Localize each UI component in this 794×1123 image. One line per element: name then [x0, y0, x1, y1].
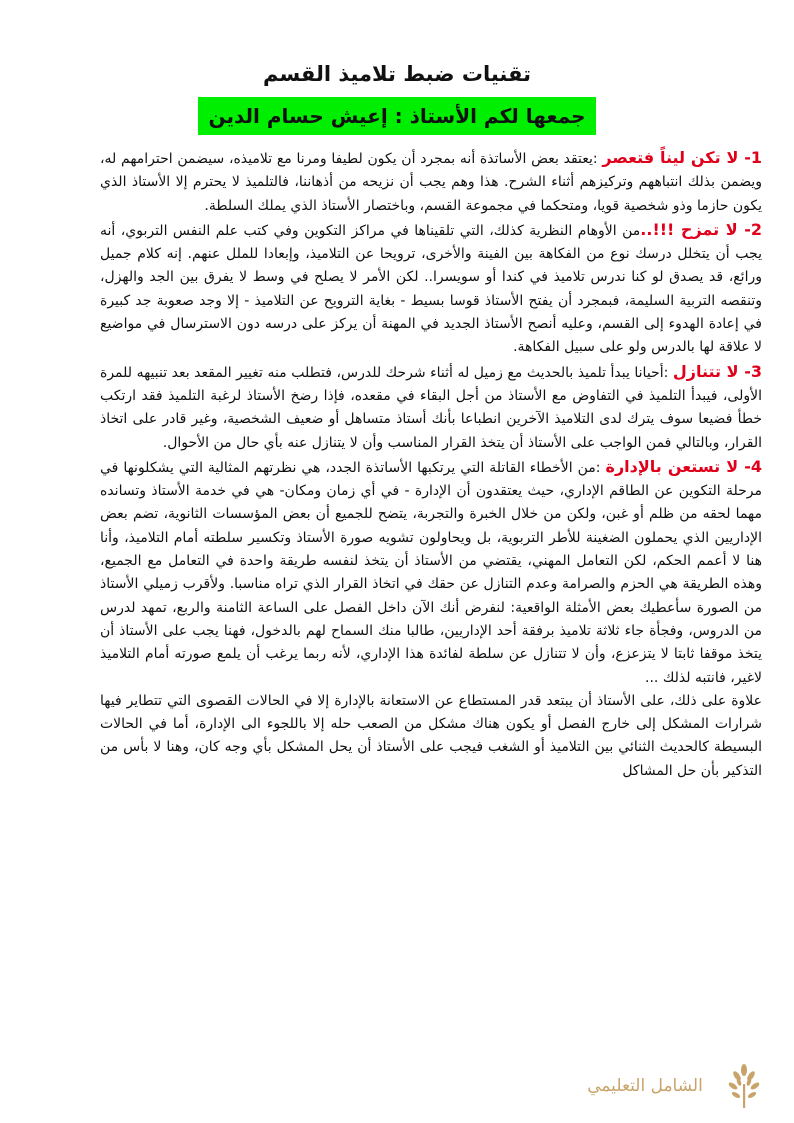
section-2: [100, 218, 762, 360]
section-4-continued-text: علاوة على ذلك، على الأستاذ أن يبتعد قدر المستطاع عن الاستعانة بالإدارة إلا في الحالات القصوى التي تتطاير فيها شرارات المشكل إلى خارج الفصل أو يكون هناك مشكل من الصعب حله إلا باللجوء الى الإدارة، أما في الحالات البسيطة كالحديث الثنائي بين التلاميذ أو الشغب فيجب على الأستاذ أن يحل المشكل بأي وجه كان، وهنا لا بأس من التذكير بأن حل المشاكل: [100, 692, 762, 779]
section-1: [100, 146, 762, 218]
section-1-text: :يعتقد بعض الأساتذة أنه بمجرد أن يكون لطيفا ومرنا مع تلاميذه، سيضمن احترامهم له، ويضمن بذلك انتباههم وتركيزهم أثناء الشرح. هذا وهم يجب أن نزيحه من أذهاننا، فالتلميذ لا يحترم إلا الأستاذ الذي يكون حازما وذو شخصية قويا، ومتحكما في مجموعة القسم، وباختصار الأستاذ الذي يملك السلطة.: [100, 151, 762, 214]
section-4-continued: [100, 690, 762, 783]
logo-text: الشامل التعليمي: [587, 1076, 703, 1096]
section-3-text: :أحيانا يبدأ تلميذ بالحديث مع زميل له أثناء شرحك للدرس، فتطلب منه تغيير المقعد بعد تنبيهه للمرة الأولى، فيبدأ التلميذ في التفاوض مع الأستاذ من أجل البقاء في مقعده، فإذا رضخ الأستاذ لرغبة التلميذ فقد ارتكب خطأ فضيعا سوف يترك لدى التلاميذ الآخرين انطباعا بأنك أستاذ متساهل أو ضعيف الشخصية، وغير قادر على اتخاذ القرار، وبالتالي فمن الواجب على الأستاذ أن يتخذ القرار المناسب وأن لا يتنازل عنه بأي حال من الأحوال.: [100, 364, 762, 451]
section-1-heading: 1- لا تكن ليناً فتعصر: [602, 148, 762, 167]
section-3-heading: 3- لا تتنازل: [672, 361, 762, 381]
section-2-text: من الأوهام النظرية كذلك، التي تلقيناها في مراكز التكوين وفي كتب علم النفس التربوي، أنه يجب أن يتخلل درسك نوع من الفكاهة بين الفينة والأخرى، ترويحا عن التلاميذ، وإبعادا للملل عنهم. إنه كلام جميل ورائع، قد يصدق لو كنا ندرس تلاميذ في كندا أو سويسرا.. لكن الأمر لا يصلح في وسط لا يفرق بين الجد والهزل، وتنقصه التربية السليمة، فبمجرد أن يفتح الأستاذ قوسا بسيط - بغاية الترويح عن التلاميذ - إلا وجد صعوبة جد كبيرة في إعادة الهدوء إلى القسم، وعليه أنصح الأستاذ الجديد في المهنة أن يركز على درسه دون الاسترسال في مواضيع لا علاقة لها بالدرس ولو على سبيل الفكاهة.: [100, 222, 762, 356]
tree-icon: [722, 1062, 766, 1110]
section-4-text: :من الأخطاء القاتلة التي يرتكبها الأساتذة الجدد، هي نظرتهم المثالية التي يشكلونها في مرحلة التكوين عن الطاقم الإداري، حيث يعتقدون أن الإدارة - في أي زمان ومكان- هي في خدمة الأستاذ وتسانده مهما لحقه من ظلم أو غبن، ولكن من خلال الخبرة والتجربة، يتضح للجميع أن بعض المؤسسات الثانوية، تضم بعض الإداريين الذي يحملون الضغينة للأطر التربوية، بل ويحاولون تشويه صورة الأستاذ وتكسير سلطته أمام التلاميذ، وأنا هنا لا أعمم الحكم، لكن التعامل المهني، يقتضي من الأستاذ أن يتخذ لنفسه طريقة واحدة في التعامل مع الجميع، وهذه الطريقة هي الحزم والصرامة وعدم التنازل عن حقك في اتخاذ القرار الذي تراه مناسبا. ولأقرب زميلي الأستاذ من الصورة سأعطيك بعض الأمثلة الواقعية: لنفرض أنك الآن داخل الفصل على الساعة الثامنة والربع، تمهد لدرس من الدروس، وفجأة جاء ثلاثة تلاميذ برفقة أحد الإداريين، طالبا منك السماح لهم بالدخول، فهنا يجب على الأستاذ أن يتخذ موقفا ثابتا لا يتزعزع، وأن لا تتنازل عن سلطة لفائدة هذا الإداري، لأنه ربما يرغب أن يلمع صورته أمام التلاميذ لاغير، فانتبه لذلك ...: [100, 459, 762, 686]
author-subtitle: جمعها لكم الأستاذ : إعيش حسام الدين: [198, 97, 595, 135]
subtitle-wrapper: [0, 97, 794, 135]
article-body: [100, 146, 762, 783]
section-3: [100, 360, 762, 455]
section-4: [100, 455, 762, 690]
site-logo: [570, 1062, 770, 1112]
section-4-heading: 4- لا تستعن بالإدارة: [605, 456, 763, 476]
section-2-heading: 2- لا تمزح !!!..: [640, 219, 762, 239]
page-title: تقنيات ضبط تلاميذ القسم: [263, 62, 531, 86]
